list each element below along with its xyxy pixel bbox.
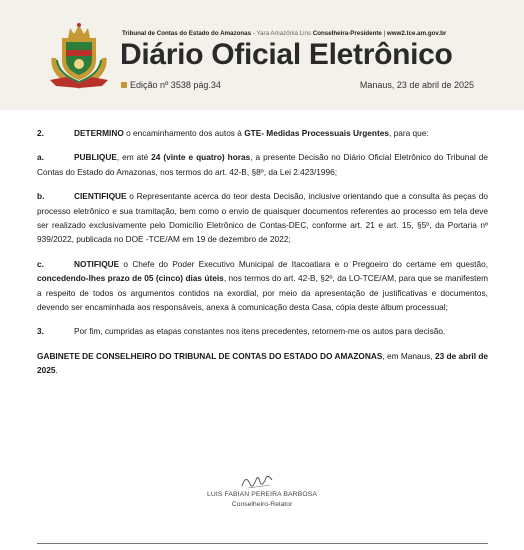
- text: , para que:: [388, 128, 429, 138]
- paragraph-number: b.: [37, 191, 45, 202]
- closing-paragraph: [37, 349, 488, 378]
- bold-text: 23 de abril de 2025: [37, 350, 489, 376]
- text: , em até: [116, 152, 152, 163]
- bold-text: PUBLIQUE: [74, 152, 117, 163]
- president-title: Conselheira-Presidente: [312, 30, 382, 37]
- bold-text: concedendo-lhes prazo de 05 (cinco) dias úteis: [37, 273, 224, 284]
- paragraph-3: [37, 324, 488, 338]
- publication-date: Manaus, 23 de abril de 2025: [359, 80, 474, 90]
- header-info-line: [122, 30, 482, 37]
- paragraph-a: [37, 150, 488, 179]
- bold-text: GTE- Medidas Processuais Urgentes: [244, 128, 389, 138]
- president-name: Yara Amazônia Lins: [256, 30, 312, 37]
- bold-text: NOTIFIQUE: [74, 258, 120, 269]
- paragraph-b: [37, 189, 488, 247]
- text: .: [55, 365, 58, 376]
- text: o Representante acerca do teor desta Decisão, inclusive orientando que a consulta às peças do processo eletrônico e sua tramitação, bem como o envio de quaisquer documentos referentes ao processo em tela deve ser realizado exclusivamente pelo Domicílio Eletrônico de Contas-DEC, conforme art. 21 e art. 15, §5º, da Portaria nº 939/2022, publicada no DOE -TCE/AM em 19 de dezembro de 2022;: [37, 191, 488, 245]
- bold-text: GABINETE DE CONSELHEIRO DO TRIBUNAL DE CONTAS DO ESTADO DO AMAZONAS: [37, 350, 383, 361]
- text: o Chefe do Poder Executivo Municipal de Itacoatiara e o Pregoeiro do certame em questão,: [119, 258, 488, 269]
- text: Por fim, cumpridas as etapas constantes nos itens precedentes, retornem-me os autos para decisão.: [74, 326, 446, 337]
- document-body: [37, 126, 488, 388]
- bold-text: DETERMINO: [74, 128, 124, 138]
- court-name: Tribunal de Contas do Estado do Amazonas: [122, 30, 252, 37]
- masthead-header: [0, 0, 524, 110]
- paragraph-number: c.: [37, 258, 44, 269]
- edition-square-icon: [121, 82, 127, 88]
- bold-text: CIENTIFIQUE: [74, 191, 127, 202]
- footer-divider: [37, 543, 488, 544]
- signature-icon: [238, 470, 278, 492]
- text: , nos termos do art. 42-B, §2º, da LO-TCE/AM, para que se manifestem a respeito de todos os argumentos contidos na exordial, por meio da apresentação de justificativas e documentos, devendo ser encaminhada aos responsáveis, anexa à comunicação desta Casa, cópia deste álbum processual;: [37, 273, 488, 313]
- paragraph-number: 3.: [37, 326, 44, 337]
- paragraph-c: [37, 257, 488, 315]
- page-title: Diário Oficial Eletrônico: [120, 38, 453, 71]
- text: , a presente Decisão no Diário Oficial Eletrônico do Tribunal de Contas do Estado do Amazonas, nos termos do art. 42-B, §8º, da Lei 2.423/1996;: [37, 152, 488, 177]
- text: o encaminhamento dos autos à: [123, 128, 245, 138]
- paragraph-2: [37, 126, 488, 140]
- paragraph-number: a.: [37, 152, 44, 163]
- header-separator: -: [251, 30, 257, 37]
- website: www2.tce.am.gov.br: [386, 30, 447, 37]
- bold-text: 24 (vinte e quatro) horas: [151, 152, 251, 163]
- signer-name: LUIS FABIAN PEREIRA BARBOSA: [207, 491, 317, 498]
- header-divider: |: [381, 30, 387, 37]
- edition-label: Edição nº 3538 pág.34: [130, 80, 221, 90]
- text: , em Manaus,: [382, 350, 435, 361]
- signer-role: Conselheiro-Relator: [231, 501, 293, 508]
- paragraph-number: 2.: [37, 128, 44, 138]
- edition-info: [121, 80, 221, 90]
- coat-of-arms-icon: [44, 20, 114, 90]
